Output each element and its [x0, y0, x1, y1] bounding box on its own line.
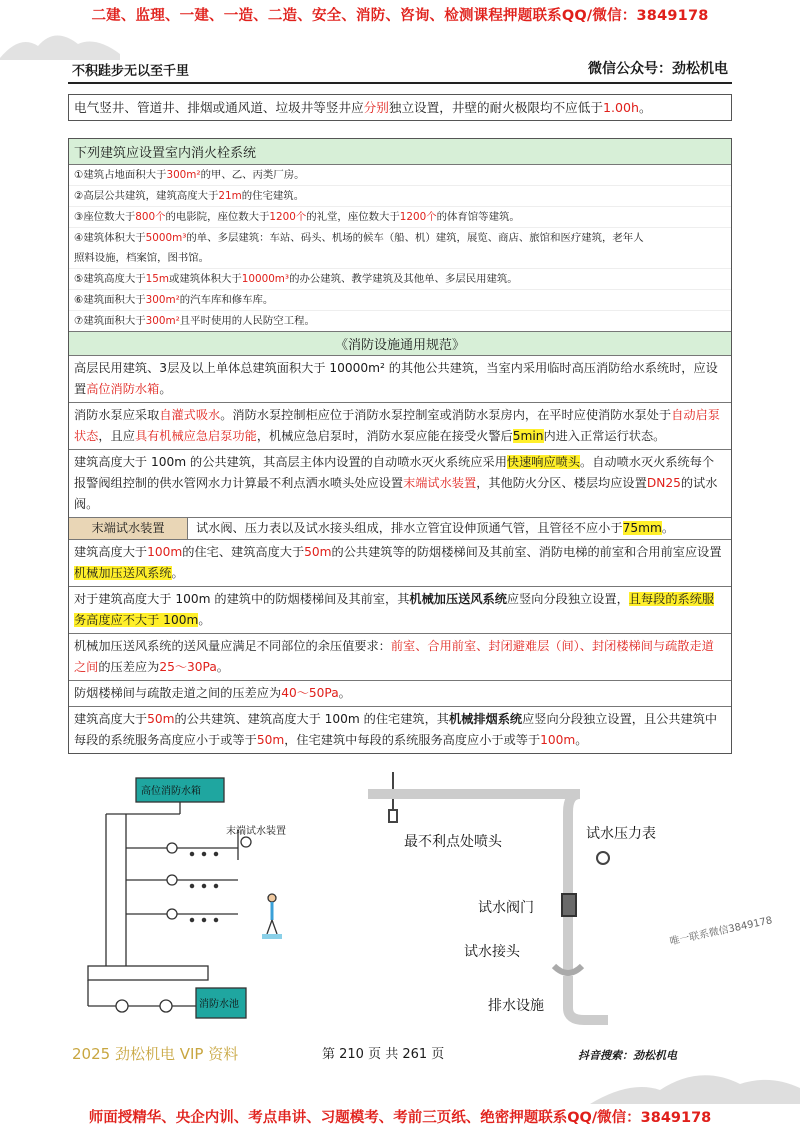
- tank-label: 高位消防水箱: [141, 786, 201, 797]
- bottom-banner: 师面授精华、央企内训、考点串讲、习题模考、考前三页纸、绝密押题联系QQ/微信：3849178: [88, 1110, 712, 1126]
- rule-fire-pump: 消防水泵应采取自灌式吸水。消防水泵控制柜应位于消防水泵控制室或消防水泵房内，在平时应使消防水泵处于自动启泵状态，且应具有机械应急启泵功能，机械应急启泵时，消防水泵应能在接受火警后5min内进入正常运行状态。: [69, 403, 731, 450]
- drain-label: 排水设施: [488, 998, 544, 1014]
- hydrant-item-5: ⑤建筑高度大于15m或建筑体积大于10000m³的办公建筑、教学建筑及其他单、多层民用建筑。: [69, 269, 731, 290]
- top-banner: 二建、监理、一建、一造、二造、安全、消防、咨询、检测课程押题联系QQ/微信：3849178: [91, 8, 709, 24]
- rule-smoke-exhaust: 建筑高度大于50m的公共建筑、建筑高度大于 100m 的住宅建筑，其机械排烟系统应竖向分段独立设置，且公共建筑中每段的系统服务高度应小于或等于50m，住宅建筑中每段的系统服务高度应小于或等于100m。: [74, 712, 718, 747]
- hydrant-title: 下列建筑应设置室内消火栓系统: [69, 139, 731, 165]
- footer-vip: 2025 劲松机电 VIP 资料: [72, 1045, 239, 1063]
- test-device-schematic: [368, 772, 609, 1020]
- person-icon: [262, 894, 282, 939]
- pipe-branch-1: [126, 843, 238, 856]
- test-device-diagram-label: 末端试水装置: [226, 826, 286, 837]
- page-number: 第 210 页 共 261 页: [322, 1047, 445, 1062]
- hydrant-item-3: ③座位数大于800个的电影院，座位数大于1200个的礼堂，座位数大于1200个的体育馆等建筑。: [69, 207, 731, 228]
- wechat-account: 微信公众号：劲松机电: [588, 61, 728, 77]
- hydrant-item-7: ⑦建筑面积大于300m²且平时使用的人民防空工程。: [74, 315, 315, 327]
- fire-water-diagrams: [68, 770, 732, 1040]
- page-header: [68, 56, 732, 84]
- joint-label: 试水接头: [464, 944, 520, 960]
- mountain-decoration-bottom: [590, 1060, 800, 1104]
- rule-pressurization: 建筑高度大于100m的住宅、建筑高度大于50m的公共建筑等的防烟楼梯间及其前室、消防电梯的前室和合用前室应设置机械加压送风系统。: [69, 540, 731, 587]
- mountain-decoration-top: [0, 20, 120, 60]
- rule-sprinkler: 建筑高度大于 100m 的公共建筑，其高层主体内设置的自动喷水灭火系统应采用快速响应喷头。自动喷水灭火系统每个报警阀组控制的供水管网水力计算最不利点洒水喷头处应设置末端试水装置，其他防火分区、楼层均应设置DN25的试水阀。: [69, 450, 731, 518]
- nozzle-label: 最不利点处喷头: [404, 834, 502, 850]
- rule-pressurization-segment: 对于建筑高度大于 100m 的建筑中的防烟楼梯间及其前室，其机械加压送风系统应竖向分段独立设置，且每段的系统服务高度应不大于 100m。: [69, 587, 731, 634]
- rule-high-tank: 高层民用建筑、3层及以上单体总建筑面积大于 10000m² 的其他公共建筑，当室内采用临时高压消防给水系统时，应设置高位消防水箱。: [69, 356, 731, 403]
- douyin-search: 抖音搜索：劲松机电: [578, 1049, 677, 1062]
- code-title: 《消防设施通用规范》: [69, 331, 731, 356]
- hydrant-item-2: ②高层公共建筑，建筑高度大于21m的住宅建筑。: [69, 186, 731, 207]
- test-device-desc: 试水阀、压力表以及试水接头组成，排水立管宜设伸顶通气管，且管径不应小于75mm。: [196, 521, 675, 535]
- hydrant-item-6: ⑥建筑面积大于300m²的汽车库和修车库。: [69, 290, 731, 311]
- rule-test-device: [69, 518, 731, 540]
- intro-box: [68, 94, 732, 121]
- watermark: 唯一联系微信3849178: [668, 915, 774, 948]
- motto: 不积跬步无以至千里: [72, 64, 190, 79]
- gauge-label: 试水压力表: [586, 826, 656, 842]
- pipe-branch-2: [126, 875, 238, 888]
- rule-pressure-difference: 机械加压送风系统的送风量应满足不同部位的余压值要求：前室、合用前室、封闭避难层（间）、封闭楼梯间与疏散走道之间的压差应为25～30Pa。: [69, 634, 731, 681]
- sprinkler-system-schematic: [88, 778, 282, 1018]
- rule-stair-pressure: 防烟楼梯间与疏散走道之间的压差应为40～50Pa。: [69, 681, 731, 707]
- valve-label: 试水阀门: [478, 900, 534, 916]
- intro-text: 电气竖井、管道井、排烟或通风道、垃圾井等竖井应分别独立设置，井壁的耐火极限均不应低于1.00h。: [74, 100, 652, 115]
- hydrant-item-4: ④建筑体积大于5000m³的单、多层建筑：车站、码头、机场的候车（船、机）建筑，展览、商店、旅馆和医疗建筑，老年人 照料设施，档案馆，图书馆。: [69, 228, 731, 269]
- test-device-label: 末端试水装置: [69, 518, 188, 539]
- main-table: [68, 138, 732, 754]
- pool-label: 消防水池: [199, 999, 239, 1010]
- hydrant-item-1: ①建筑占地面积大于300m²的甲、乙、丙类厂房。: [69, 165, 731, 186]
- pipe-branch-3: [126, 909, 238, 922]
